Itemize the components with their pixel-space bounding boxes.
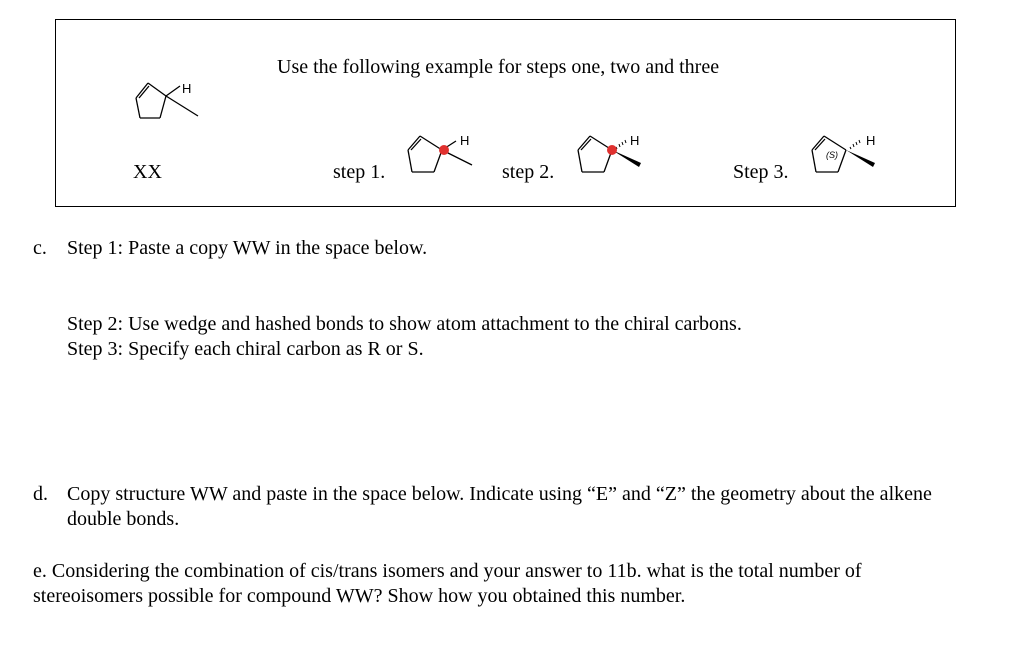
stereo-label: (S) xyxy=(826,150,838,160)
label-step2: step 2. xyxy=(502,161,555,183)
label-step3: Step 3. xyxy=(733,161,789,183)
chiral-center-marker xyxy=(439,145,449,155)
hashed-bond xyxy=(850,140,860,149)
atom-h-label: H xyxy=(630,133,640,148)
question-c-step2: Step 2: Use wedge and hashed bonds to show atom attachment to the chiral carbons. xyxy=(67,313,742,335)
structure-xx xyxy=(130,78,210,128)
chiral-center-marker xyxy=(607,145,617,155)
question-d-text: Copy structure WW and paste in the space below. Indicate using “E” and “Z” the geometry about the alkene double bonds. xyxy=(67,483,932,530)
structure-step1 xyxy=(402,130,482,180)
atom-h-label: H xyxy=(460,133,470,148)
question-d-label: d. xyxy=(33,483,48,505)
label-step1: step 1. xyxy=(333,161,386,183)
example-heading: Use the following example for steps one, two and three xyxy=(277,56,720,78)
wedge-bond xyxy=(846,150,875,167)
label-xx: XX xyxy=(133,161,162,183)
question-c-step1: Step 1: Paste a copy WW in the space below. xyxy=(67,237,428,259)
question-c-label: c. xyxy=(33,237,47,259)
structure-step2 xyxy=(572,130,652,180)
structure-step3 xyxy=(806,130,896,180)
question-c-step3: Step 3: Specify each chiral carbon as R or S. xyxy=(67,338,424,360)
hashed-bond xyxy=(616,140,626,149)
atom-h-label: H xyxy=(866,133,876,148)
wedge-bond xyxy=(612,150,641,167)
question-e-text: Considering the combination of cis/trans isomers and your answer to 11b. what is the total number of stereoisomers possible for compound WW? Show how you obtained this number. xyxy=(33,560,862,607)
question-e xyxy=(33,559,973,609)
question-e-label: e. xyxy=(33,560,47,582)
atom-h-label: H xyxy=(182,81,192,96)
